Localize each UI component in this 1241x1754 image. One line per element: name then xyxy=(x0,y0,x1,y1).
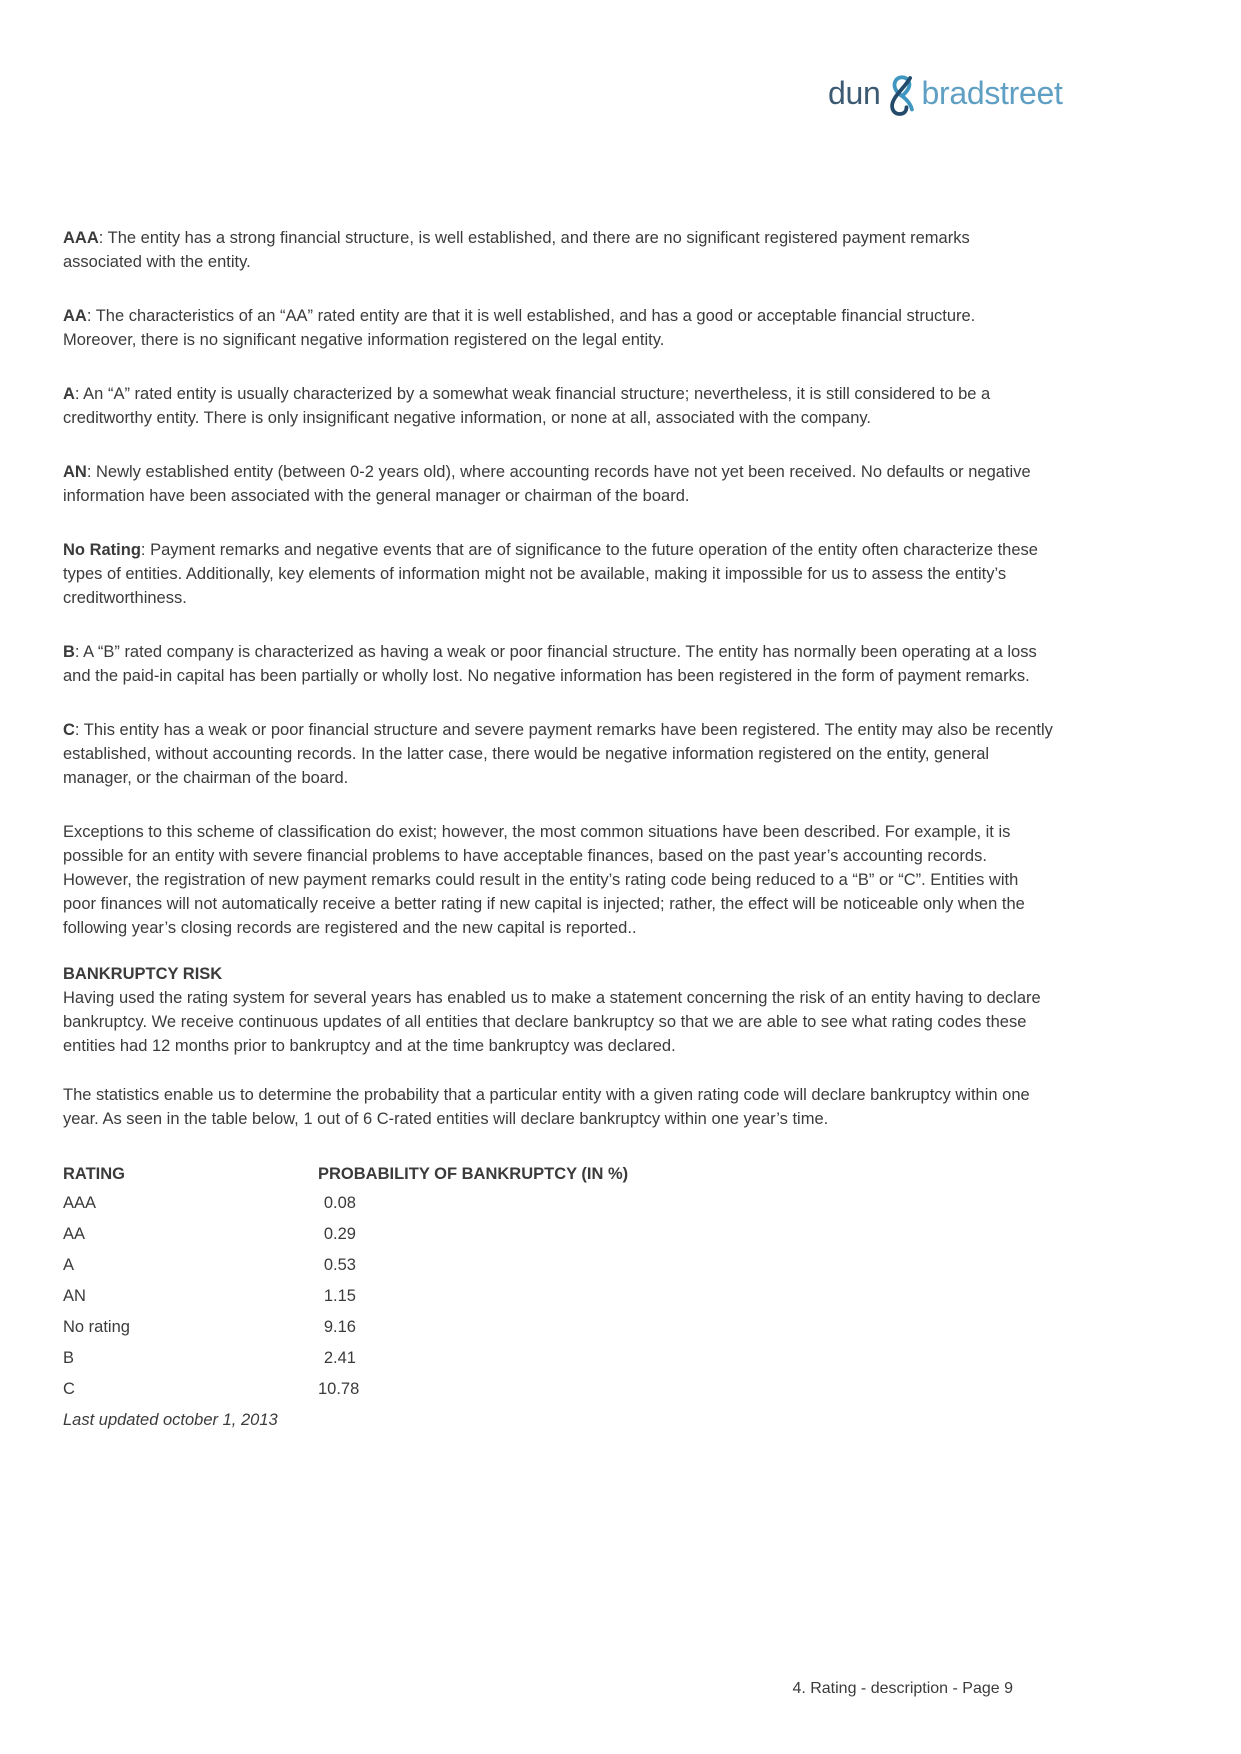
table-header-rating: RATING xyxy=(63,1165,126,1183)
rating-label-an: AN xyxy=(63,463,87,481)
table-cell-rating: AA xyxy=(63,1225,86,1243)
table-row xyxy=(63,1315,1053,1339)
ampersand-icon xyxy=(884,74,920,118)
page-footer: 4. Rating - description - Page 9 xyxy=(792,1680,1013,1697)
table-cell-value: 1.15 xyxy=(323,1287,356,1305)
table-row xyxy=(63,1377,1053,1401)
rating-text-aa: : The characteristics of an “AA” rated entity are that it is well established, and has a good or acceptable financial structure. Moreover, there is no significant negative information registered on the legal entity. xyxy=(63,307,976,349)
table-cell-value: 0.29 xyxy=(323,1225,356,1243)
table-cell-value: 9.16 xyxy=(323,1318,356,1336)
table-row xyxy=(63,1253,1053,1277)
rating-label-c: C xyxy=(63,721,75,739)
table-cell-rating: AAA xyxy=(63,1194,97,1212)
rating-label-b: B xyxy=(63,643,75,661)
dun-bradstreet-logo xyxy=(828,74,1063,111)
table-header-row xyxy=(63,1162,1053,1186)
rating-paragraph-c xyxy=(63,718,1053,790)
rating-label-aa: AA xyxy=(63,307,87,325)
table-cell-rating: C xyxy=(63,1380,75,1398)
rating-label-a: A xyxy=(63,385,75,403)
table-cell-rating: AN xyxy=(63,1287,86,1305)
rating-label-no-rating: No Rating xyxy=(63,541,141,559)
table-row xyxy=(63,1222,1053,1246)
bankruptcy-probability-table xyxy=(63,1162,1053,1401)
rating-paragraph-an xyxy=(63,460,1053,508)
table-cell-value: 10.78 xyxy=(318,1380,360,1398)
rating-text-aaa: : The entity has a strong financial structure, is well established, and there are no significant registered payment remarks associated with the entity. xyxy=(63,229,970,271)
table-row xyxy=(63,1346,1053,1370)
table-cell-rating: B xyxy=(63,1349,75,1367)
rating-text-an: : Newly established entity (between 0-2 years old), where accounting records have not yet been received. No defaults or negative information have been associated with the general manager or chairman of the board. xyxy=(63,463,1031,505)
bankruptcy-risk-heading: BANKRUPTCY RISK xyxy=(63,965,223,983)
rating-paragraph-aaa xyxy=(63,226,1053,274)
table-cell-value: 0.53 xyxy=(323,1256,356,1274)
table-row xyxy=(63,1284,1053,1308)
bankruptcy-paragraph-2: The statistics enable us to determine the probability that a particular entity with a given rating code will declare bankruptcy within one year. As seen in the table below, 1 out of 6 C-rated entities will declare bankruptcy within one year’s time. xyxy=(63,1086,1030,1128)
rating-paragraph-aa xyxy=(63,304,1053,352)
page-content xyxy=(63,226,1053,1462)
table-cell-rating: No rating xyxy=(63,1318,130,1336)
table-cell-value: 0.08 xyxy=(323,1194,356,1212)
logo-text-bradstreet: bradstreet xyxy=(921,75,1063,111)
rating-label-aaa: AAA xyxy=(63,229,99,247)
rating-paragraph-a xyxy=(63,382,1053,430)
logo-text-dun: dun xyxy=(828,75,881,111)
rating-paragraph-no-rating xyxy=(63,538,1053,610)
rating-text-a: : An “A” rated entity is usually characterized by a somewhat weak financial structure; nevertheless, it is still considered to be a creditworthy entity. There is only insignificant negative information, or none at all, associated with the company. xyxy=(63,385,991,427)
exceptions-paragraph: Exceptions to this scheme of classification do exist; however, the most common situations have been described. For example, it is possible for an entity with severe financial problems to have acceptable finances, based on the past year’s accounting records. However, the registration of new payment remarks could result in the entity’s rating code being reduced to a “B” or “C”. Entities with poor finances will not automatically receive a better rating if new capital is injected; rather, the effect will be noticeable only when the following year’s closing records are registered and the new capital is reported.. xyxy=(63,823,1025,937)
bankruptcy-paragraph-1: Having used the rating system for several years has enabled us to make a statement concerning the risk of an entity having to declare bankruptcy. We receive continuous updates of all entities that declare bankruptcy so that we are able to see what rating codes these entities had 12 months prior to bankruptcy and at the time bankruptcy was declared. xyxy=(63,989,1041,1055)
table-cell-value: 2.41 xyxy=(323,1349,356,1367)
rating-text-c: : This entity has a weak or poor financial structure and severe payment remarks have been registered. The entity may also be recently established, without accounting records. In the latter case, there would be negative information registered on the entity, general manager, or the chairman of the board. xyxy=(63,721,1053,787)
table-cell-rating: A xyxy=(63,1256,75,1274)
table-header-probability: PROBABILITY OF BANKRUPTCY (IN %) xyxy=(318,1165,629,1183)
rating-text-b: : A “B” rated company is characterized as having a weak or poor financial structure. The entity has normally been operating at a loss and the paid-in capital has been partially or wholly lost. No negative information has been registered in the form of payment remarks. xyxy=(63,643,1037,685)
last-updated-note: Last updated october 1, 2013 xyxy=(63,1411,278,1429)
rating-text-no-rating: : Payment remarks and negative events that are of significance to the future operation of the entity often characterize these types of entities. Additionally, key elements of information might not be available, making it impossible for us to assess the entity’s creditworthiness. xyxy=(63,541,1038,607)
table-row xyxy=(63,1191,1053,1215)
rating-paragraph-b xyxy=(63,640,1053,688)
